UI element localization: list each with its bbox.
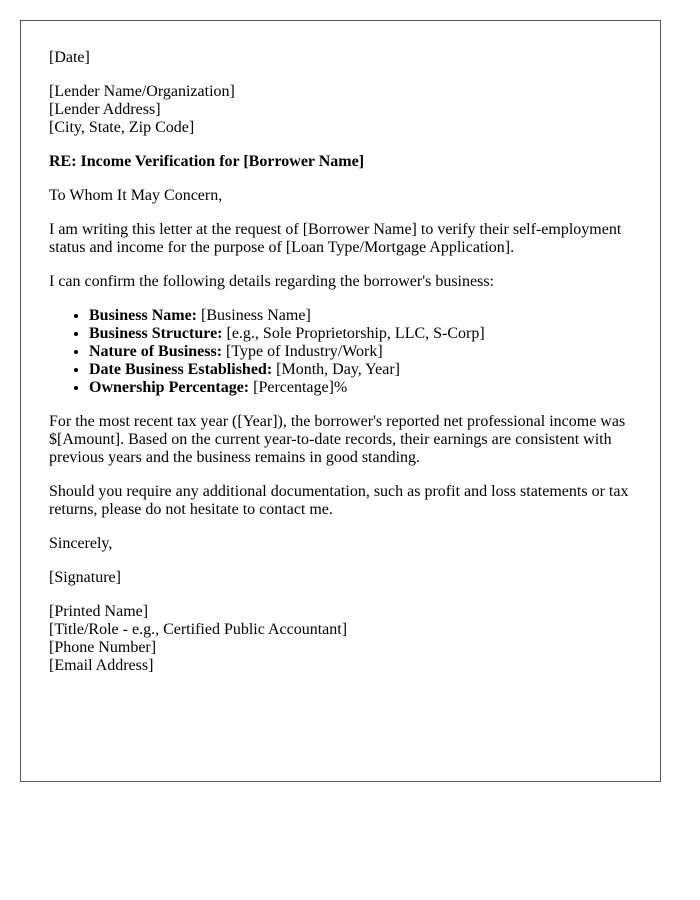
signer-phone: [Phone Number] xyxy=(49,639,157,656)
list-item xyxy=(89,379,631,397)
salutation: To Whom It May Concern, xyxy=(49,187,223,204)
recipient-block xyxy=(49,83,631,137)
detail-value: [Business Name] xyxy=(197,307,311,324)
detail-value: [Percentage]% xyxy=(249,379,348,396)
lender-address: [Lender Address] xyxy=(49,101,161,118)
signer-email: [Email Address] xyxy=(49,657,154,674)
list-item xyxy=(89,325,631,343)
detail-label: Ownership Percentage: xyxy=(89,379,250,396)
signer-name: [Printed Name] xyxy=(49,603,149,620)
detail-label: Date Business Established: xyxy=(89,361,273,378)
detail-value: [e.g., Sole Proprietorship, LLC, S-Corp] xyxy=(222,325,485,342)
signer-title: [Title/Role - e.g., Certified Public Accountant] xyxy=(49,621,348,638)
paragraph-contact: Should you require any additional documentation, such as profit and loss statements or tax returns, please do not hesitate to contact me. xyxy=(49,483,629,518)
paragraph-intro: I am writing this letter at the request of [Borrower Name] to verify their self-employment status and income for the purpose of [Loan Type/Mortgage Application]. xyxy=(49,221,622,256)
date: [Date] xyxy=(49,49,90,66)
detail-value: [Type of Industry/Work] xyxy=(222,343,383,360)
list-item xyxy=(89,307,631,325)
business-details-list xyxy=(49,307,631,397)
signature: [Signature] xyxy=(49,569,121,586)
lender-city: [City, State, Zip Code] xyxy=(49,119,195,136)
detail-label: Nature of Business: xyxy=(89,343,223,360)
detail-label: Business Name: xyxy=(89,307,198,324)
detail-value: [Month, Day, Year] xyxy=(272,361,400,378)
closing: Sincerely, xyxy=(49,535,113,552)
paragraph-details-intro: I can confirm the following details regarding the borrower's business: xyxy=(49,273,494,290)
paragraph-income: For the most recent tax year ([Year]), the borrower's reported net professional income was $[Amount]. Based on the current year-to-date records, their earnings are consistent with previous years and the business remains in good standing. xyxy=(49,413,626,466)
lender-name: [Lender Name/Organization] xyxy=(49,83,235,100)
list-item xyxy=(89,343,631,361)
letter xyxy=(20,20,661,782)
list-item xyxy=(89,361,631,379)
subject-line xyxy=(49,153,631,171)
detail-label: Business Structure: xyxy=(89,325,223,342)
signer-block xyxy=(49,603,631,675)
subject-text: RE: Income Verification for [Borrower Name] xyxy=(49,153,365,170)
